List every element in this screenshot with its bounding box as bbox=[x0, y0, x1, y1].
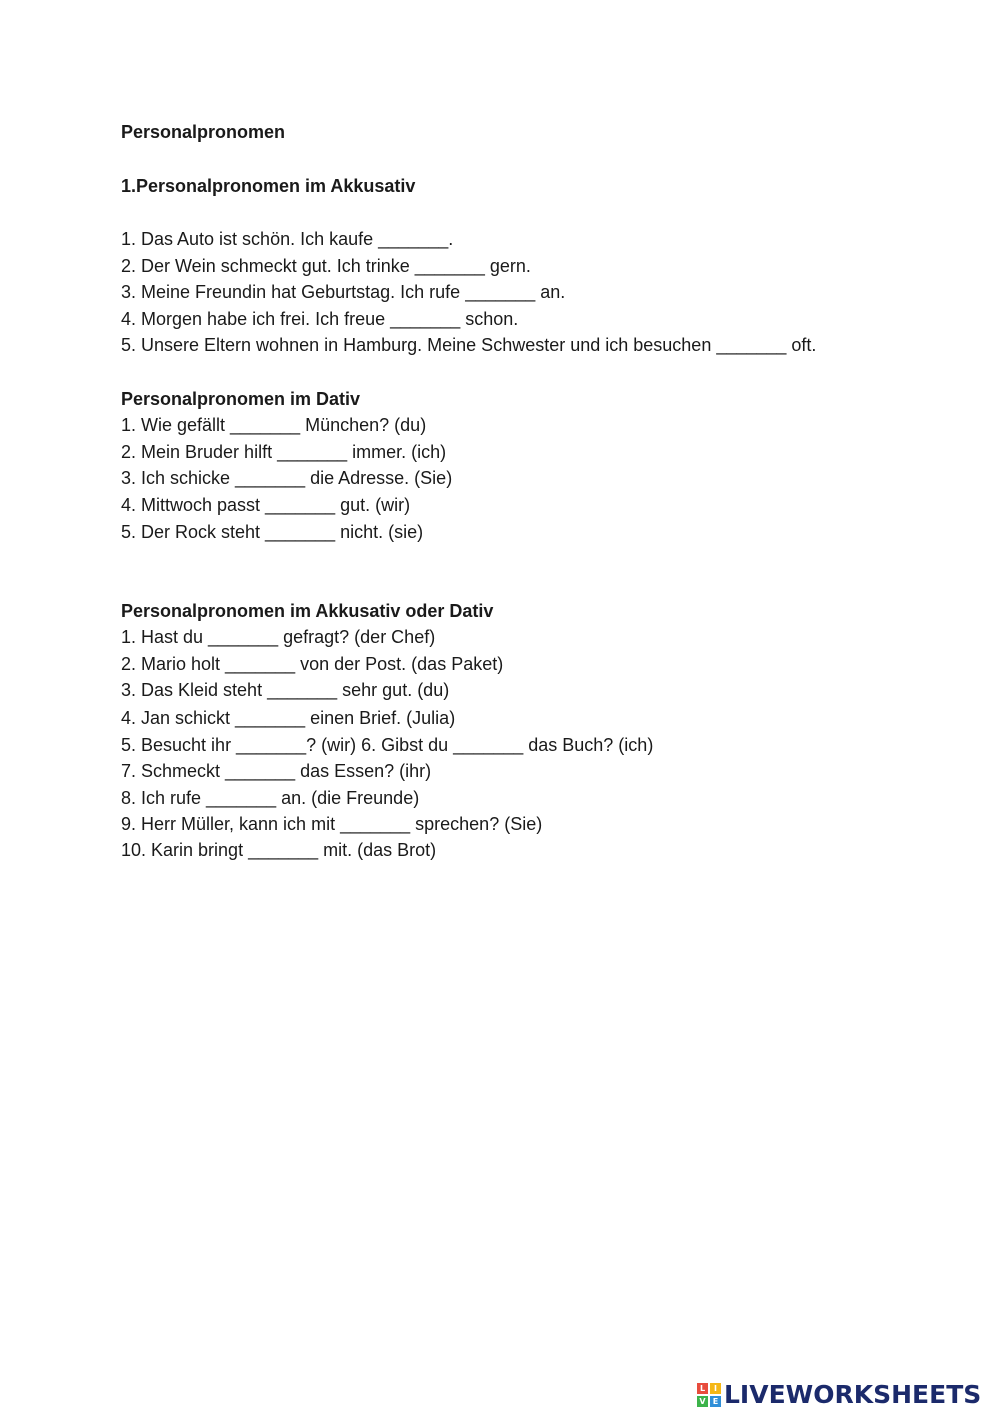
section-heading-akkusativ-oder-dativ: Personalpronomen im Akkusativ oder Dativ bbox=[121, 601, 494, 621]
logo-letter-l: L bbox=[697, 1383, 708, 1394]
exercise-item: 2. Der Wein schmeckt gut. Ich trinke _______ gern. bbox=[121, 256, 531, 276]
page-title: Personalpronomen bbox=[121, 122, 286, 142]
exercise-item: 4. Mittwoch passt _______ gut. (wir) bbox=[121, 495, 411, 515]
exercise-item: 5. Der Rock steht _______ nicht. (sie) bbox=[121, 522, 424, 542]
exercise-item: 9. Herr Müller, kann ich mit _______ sprechen? (Sie) bbox=[121, 814, 543, 834]
liveworksheets-logo-icon bbox=[697, 1383, 721, 1407]
liveworksheets-brand-text: LIVEWORKSHEETS bbox=[724, 1380, 982, 1409]
exercise-item: 4. Morgen habe ich frei. Ich freue _______ schon. bbox=[121, 309, 519, 329]
exercise-item: 2. Mario holt _______ von der Post. (das Paket) bbox=[121, 654, 504, 674]
exercise-item: 7. Schmeckt _______ das Essen? (ihr) bbox=[121, 761, 432, 781]
exercise-item: 5. Unsere Eltern wohnen in Hamburg. Meine Schwester und ich besuchen _______ oft. bbox=[121, 335, 817, 355]
exercise-item: 3. Das Kleid steht _______ sehr gut. (du) bbox=[121, 680, 450, 700]
section-heading-dativ: Personalpronomen im Dativ bbox=[121, 389, 361, 409]
exercise-item: 1. Hast du _______ gefragt? (der Chef) bbox=[121, 627, 436, 647]
section-heading-akkusativ: 1.Personalpronomen im Akkusativ bbox=[121, 176, 416, 196]
exercise-item: 2. Mein Bruder hilft _______ immer. (ich) bbox=[121, 442, 447, 462]
logo-letter-v: V bbox=[697, 1396, 708, 1407]
exercise-item: 5. Besucht ihr _______? (wir) 6. Gibst du _______ das Buch? (ich) bbox=[121, 735, 654, 755]
exercise-item: 1. Das Auto ist schön. Ich kaufe _______. bbox=[121, 229, 454, 249]
exercise-item: 1. Wie gefällt _______ München? (du) bbox=[121, 415, 427, 435]
exercise-item: 10. Karin bringt _______ mit. (das Brot) bbox=[121, 840, 437, 860]
logo-letter-e: E bbox=[710, 1396, 721, 1407]
logo-letter-i: I bbox=[710, 1383, 721, 1394]
exercise-item: 8. Ich rufe _______ an. (die Freunde) bbox=[121, 788, 420, 808]
exercise-item: 4. Jan schickt _______ einen Brief. (Julia) bbox=[121, 708, 456, 728]
exercise-item: 3. Ich schicke _______ die Adresse. (Sie) bbox=[121, 468, 453, 488]
exercise-item: 3. Meine Freundin hat Geburtstag. Ich rufe _______ an. bbox=[121, 282, 566, 302]
liveworksheets-logo[interactable] bbox=[697, 1380, 981, 1410]
